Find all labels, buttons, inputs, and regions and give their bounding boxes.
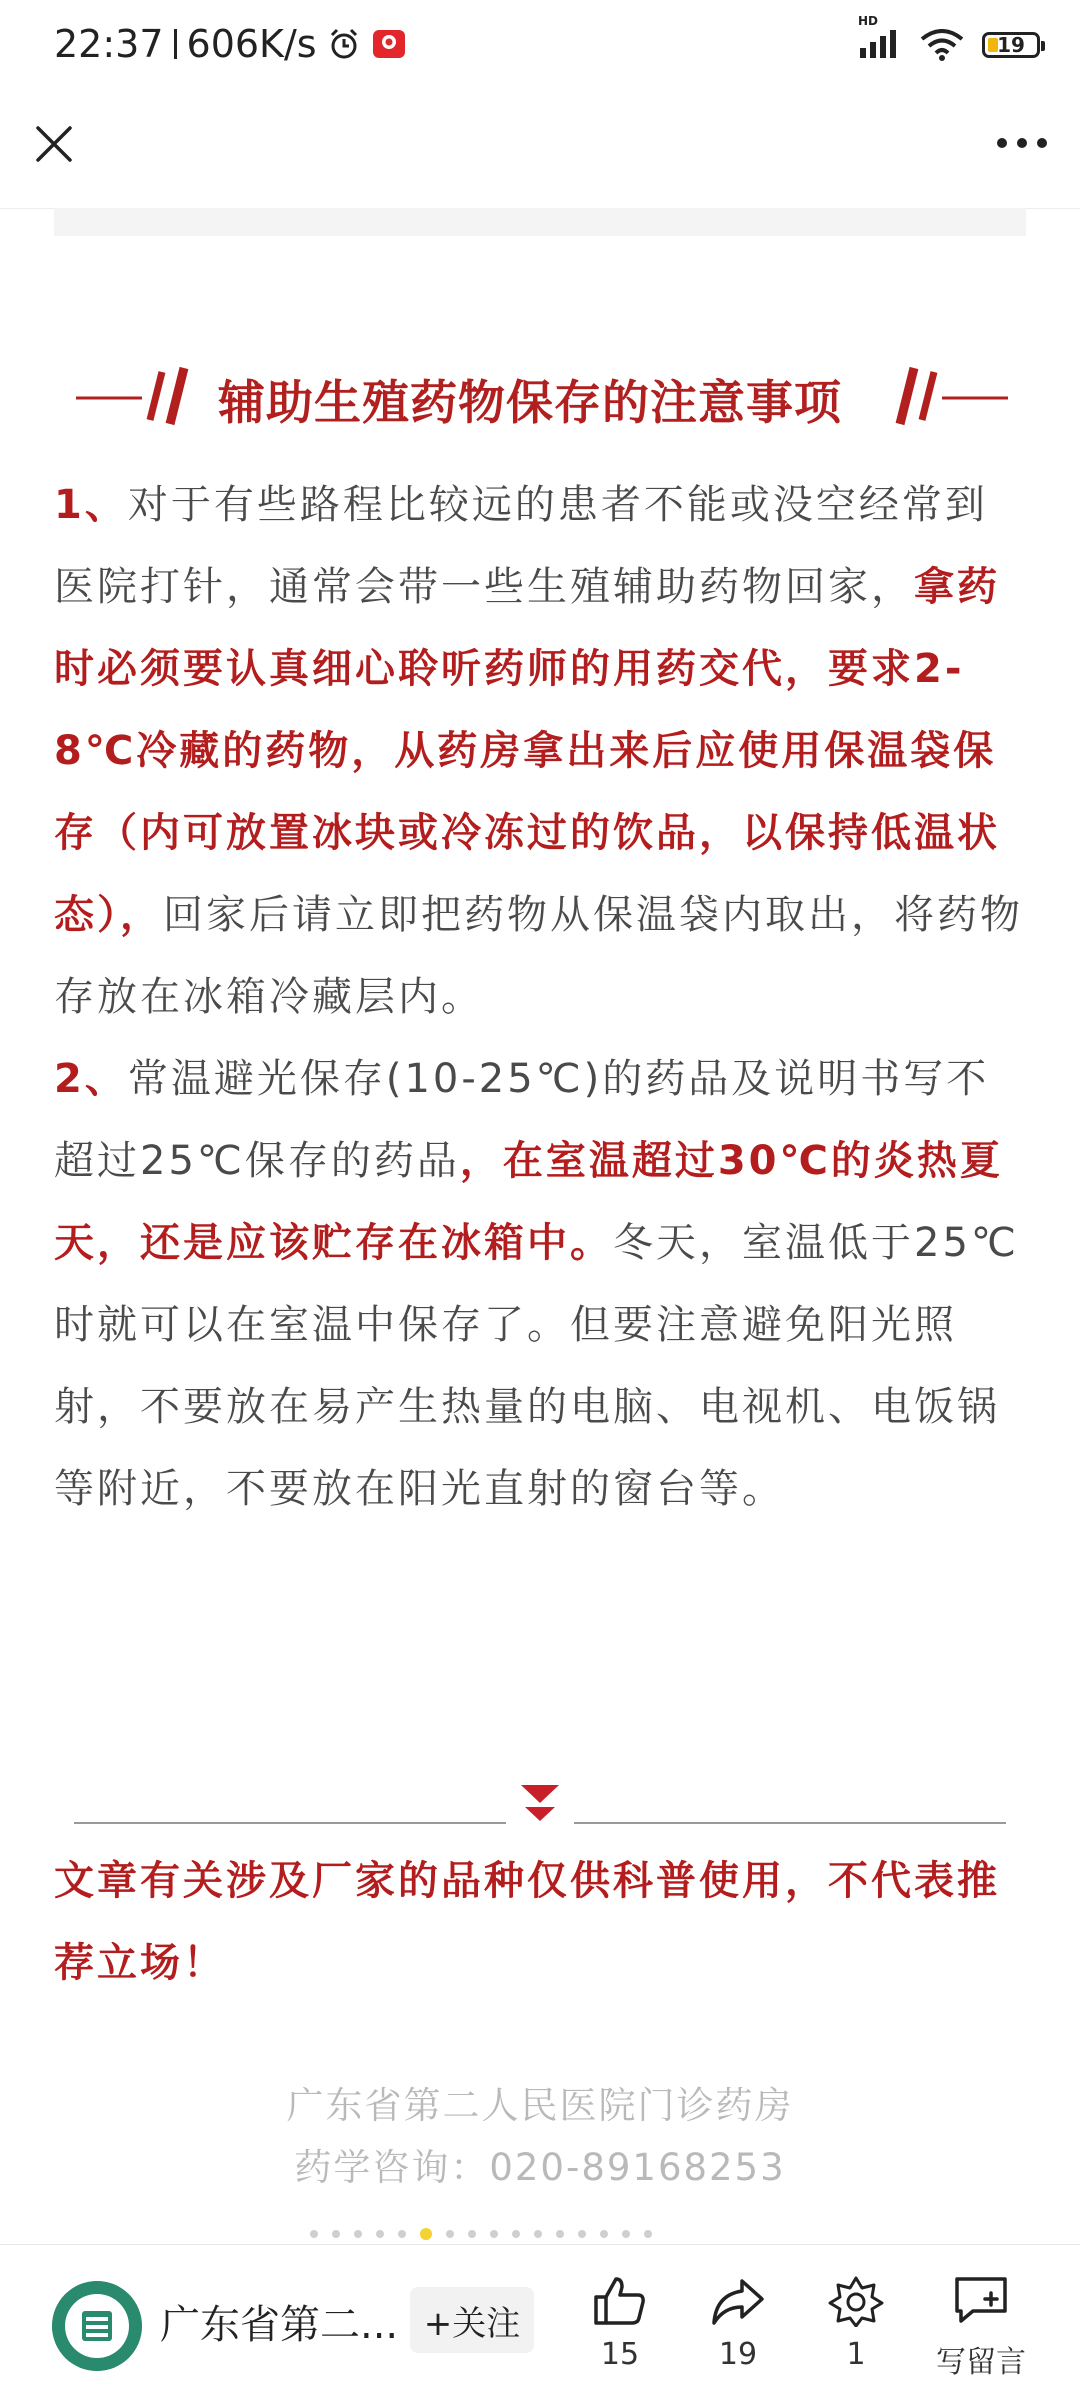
indicator-dot [512,2230,520,2238]
comment-button[interactable] [916,2275,1046,2381]
app-notification-icon [371,26,407,62]
status-right [858,14,1040,62]
status-bar [0,0,1080,100]
paragraph-2-text-a: 常温避光保存(10-25℃)的药品及说明书写不超过25℃保存的药品 [54,1056,990,1184]
share-count: 19 [718,2337,758,2372]
status-left [54,22,407,66]
footer-info [0,2075,1080,2199]
indicator-dot [398,2230,406,2238]
bottom-bar [0,2244,1080,2401]
share-icon [710,2275,766,2327]
indicator-dot [622,2230,630,2238]
footer-consult: 药学咨询：020-89168253 [294,2146,786,2189]
signal-indicator [858,14,902,62]
more-button[interactable] [992,128,1052,158]
indicator-dot [644,2230,652,2238]
battery-level: 19 [997,33,1025,57]
comment-icon [953,2275,1009,2327]
status-time: 22:37 [54,22,164,66]
indicator-dot [376,2230,384,2238]
indicator-dot [578,2230,586,2238]
recommend-button[interactable] [796,2275,916,2372]
paragraph-2-text-c: 冬天，室温低于25℃时就可以在室温中保存了。但要注意避免阳光照射，不要放在易产生热量的电脑、电视机、电饭锅等附近，不要放在阳光直射的窗台等。 [54,1220,1019,1512]
article-body [54,464,1026,1530]
battery-icon [982,32,1040,58]
footer-org: 广东省第二人民医院门诊药房 [286,2084,794,2127]
indicator-dot [354,2230,362,2238]
heading-left-ornament [70,360,210,430]
section-divider [74,1775,1006,1835]
follow-button[interactable]: +关注 [410,2287,534,2353]
hospital-logo-icon [52,2281,142,2371]
content-block-edge [54,208,1026,236]
indicator-dot [468,2230,476,2238]
network-label: HD [858,14,879,28]
paragraph-1-text-a: 对于有些路程比较远的患者不能或没空经常到医院打针，通常会带一些生殖辅助药物回家， [54,482,988,610]
like-button[interactable] [560,2275,680,2372]
like-count: 15 [600,2337,640,2372]
paragraph-1-text-c: 回家后请立即把药物从保温袋内取出，将药物存放在冰箱冷藏层内。 [54,892,1023,1020]
close-icon [30,120,78,168]
indicator-dot [332,2230,340,2238]
top-bar [0,100,1080,209]
indicator-dot [534,2230,542,2238]
section-title: 辅助生殖药物保存的注意事项 [218,376,842,431]
indicator-dot [490,2230,498,2238]
status-separator [174,29,177,59]
paragraph-1-number: 1、 [54,482,128,528]
indicator-dot [600,2230,608,2238]
indicator-dot [556,2230,564,2238]
more-icon [992,128,1052,158]
disclaimer-text: 文章有关涉及厂家的品种仅供科普使用，不代表推荐立场！ [54,1858,1000,1986]
indicator-dot [446,2230,454,2238]
indicator-dot-active [420,2228,432,2240]
close-button[interactable] [30,120,78,168]
paragraph-2-number: 2、 [54,1056,128,1102]
section-heading [70,360,1010,430]
share-button[interactable] [678,2275,798,2372]
recommend-count: 1 [846,2337,866,2372]
signal-icon [858,28,902,58]
battery-tip [1041,41,1045,51]
heading-right-ornament [890,360,1030,430]
paragraph-2-highlight: ，在室温超过30℃的炎热夏天，还是应该贮存在冰箱中。 [54,1138,1003,1266]
wifi-icon [920,29,964,61]
recommend-icon [828,2275,884,2327]
page-indicator [310,2228,652,2240]
alarm-icon [327,27,361,61]
indicator-dot [310,2230,318,2238]
net-speed: 606K/s [186,22,317,66]
account-avatar[interactable] [52,2281,142,2371]
paragraph-1 [54,464,1026,1038]
comment-label: 写留言 [936,2345,1026,2380]
thumbs-up-icon [592,2275,648,2327]
paragraph-1-highlight: 拿药时必须要认真细心聆听药师的用药交代，要求2-8℃冷藏的药物，从药房拿出来后应使用保温袋保存（内可放置冰块或冷冻过的饮品，以保持低温状态）， [54,564,1000,938]
paragraph-2 [54,1038,1026,1530]
account-name[interactable]: 广东省第二... [160,2302,399,2348]
